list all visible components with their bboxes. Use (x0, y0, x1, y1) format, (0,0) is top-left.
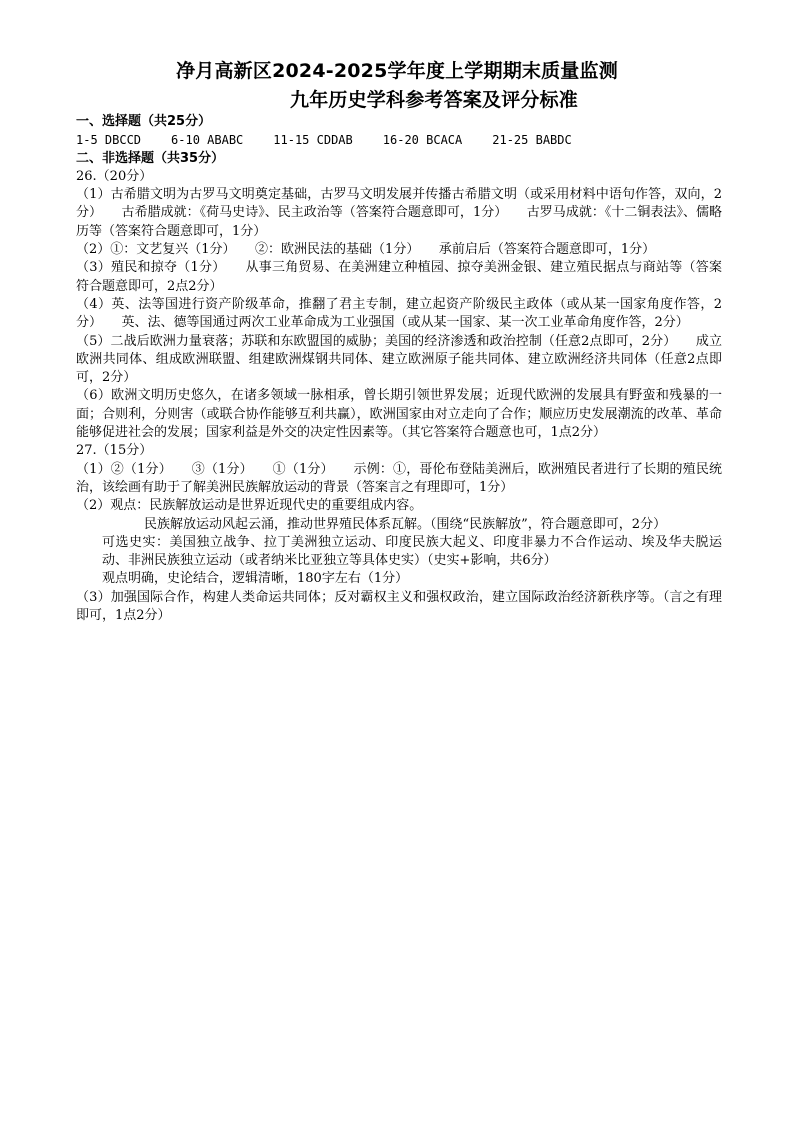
document-title: 净月高新区2024-2025学年度上学期期末质量监测 (176, 60, 618, 82)
choice-answer-group: 11-15 CDDAB (273, 133, 353, 148)
q27-part-2-facts: 可选史实：美国独立战争、拉丁美洲独立运动、印度民族大起义、印度非暴力不合作运动、埃及华夫脱运动、非洲民族独立运动（或者纳米比亚独立等具体史实）（史实+影响，共6分） (102, 534, 722, 569)
q27-part-3: （3）加强国际合作，构建人类命运共同体；反对霸权主义和强权政治，建立国际政治经济新秩序等。（言之有理即可，1点2分） (76, 589, 722, 624)
q27-part-1: （1）②（1分） ③（1分） ①（1分） 示例：①，哥伦布登陆美洲后，欧洲殖民者进行了长期的殖民统治，该绘画有助于了解美洲民族解放运动的背景（答案言之有理即可，1分） (76, 461, 722, 495)
choice-answers-row (76, 131, 722, 149)
choice-answer-group: 16-20 BCACA (382, 133, 463, 148)
q26-part-5: （5）二战后欧洲力量衰落；苏联和东欧盟国的威胁；美国的经济渗透和政治控制（任意2点即可，2分） 成立欧洲共同体、组成欧洲联盟、组建欧洲煤钢共同体、建立欧洲原子能共同体、建立欧洲经济共同体（任意2点即可，2分） (76, 333, 722, 386)
choice-answer-group: 1-5 DBCCD (76, 133, 142, 148)
q27-header: 27.（15分） (76, 443, 153, 459)
q26-header: 26.（20分） (76, 168, 153, 184)
q26-part-1: （1）古希腊文明为古罗马文明奠定基础，古罗马文明发展并传播古希腊文明（或采用材料中语句作答，双向，2分） 古希腊成就：《荷马史诗》、民主政治等（答案符合题意即可，1分） 古罗马成就：《十二铜表法》、儒略历等（答案符合题意即可，1分） (76, 187, 722, 239)
section2-heading: 二、非选择题（共35分） (76, 150, 225, 166)
q26-part-2: （2）①：文艺复兴（1分） ②：欧洲民法的基础（1分） 承前启后（答案符合题意即可，1分） (76, 242, 656, 258)
q27-part-2-label: （2）观点：民族解放运动是世界近现代史的重要组成内容。 (76, 498, 423, 514)
answer-content (76, 113, 722, 625)
q27-part-2-criteria: 观点明确，史论结合，逻辑清晰，180字左右（1分） (102, 571, 409, 587)
document-subtitle: 九年历史学科参考答案及评分标准 (290, 89, 579, 111)
section1-heading: 一、选择题（共25分） (76, 114, 212, 129)
choice-answer-group: 21-25 BABDC (492, 133, 572, 148)
choice-answer-group: 6-10 ABABC (171, 133, 244, 148)
q26-part-6: （6）欧洲文明历史悠久，在诸多领域一脉相承，曾长期引领世界发展；近现代欧洲的发展具有野蛮和残暴的一面；合则利，分则害（或联合协作能够互利共赢），欧洲国家由对立走向了合作；顺应历史发展潮流的改革、革命能够促进社会的发展；国家利益是外交的决定性因素等。（其它答案符合题意也可，1点2分） (76, 388, 722, 441)
q26-part-3: （3）殖民和掠夺（1分） 从事三角贸易、在美洲建立种植园、掠夺美洲金银、建立殖民据点与商站等（答案符合题意即可，2点2分） (76, 260, 722, 294)
q26-part-4: （4）英、法等国进行资产阶级革命，推翻了君主专制，建立起资产阶级民主政体（或从某一国家角度作答，2分） 英、法、德等国通过两次工业革命成为工业强国（或从某一国家、某一次工业革命角度作答，2分） (76, 296, 722, 331)
q27-part-2-view: 民族解放运动风起云涌，推动世界殖民体系瓦解。（围绕“民族解放”，符合题意即可，2分） (144, 516, 667, 532)
